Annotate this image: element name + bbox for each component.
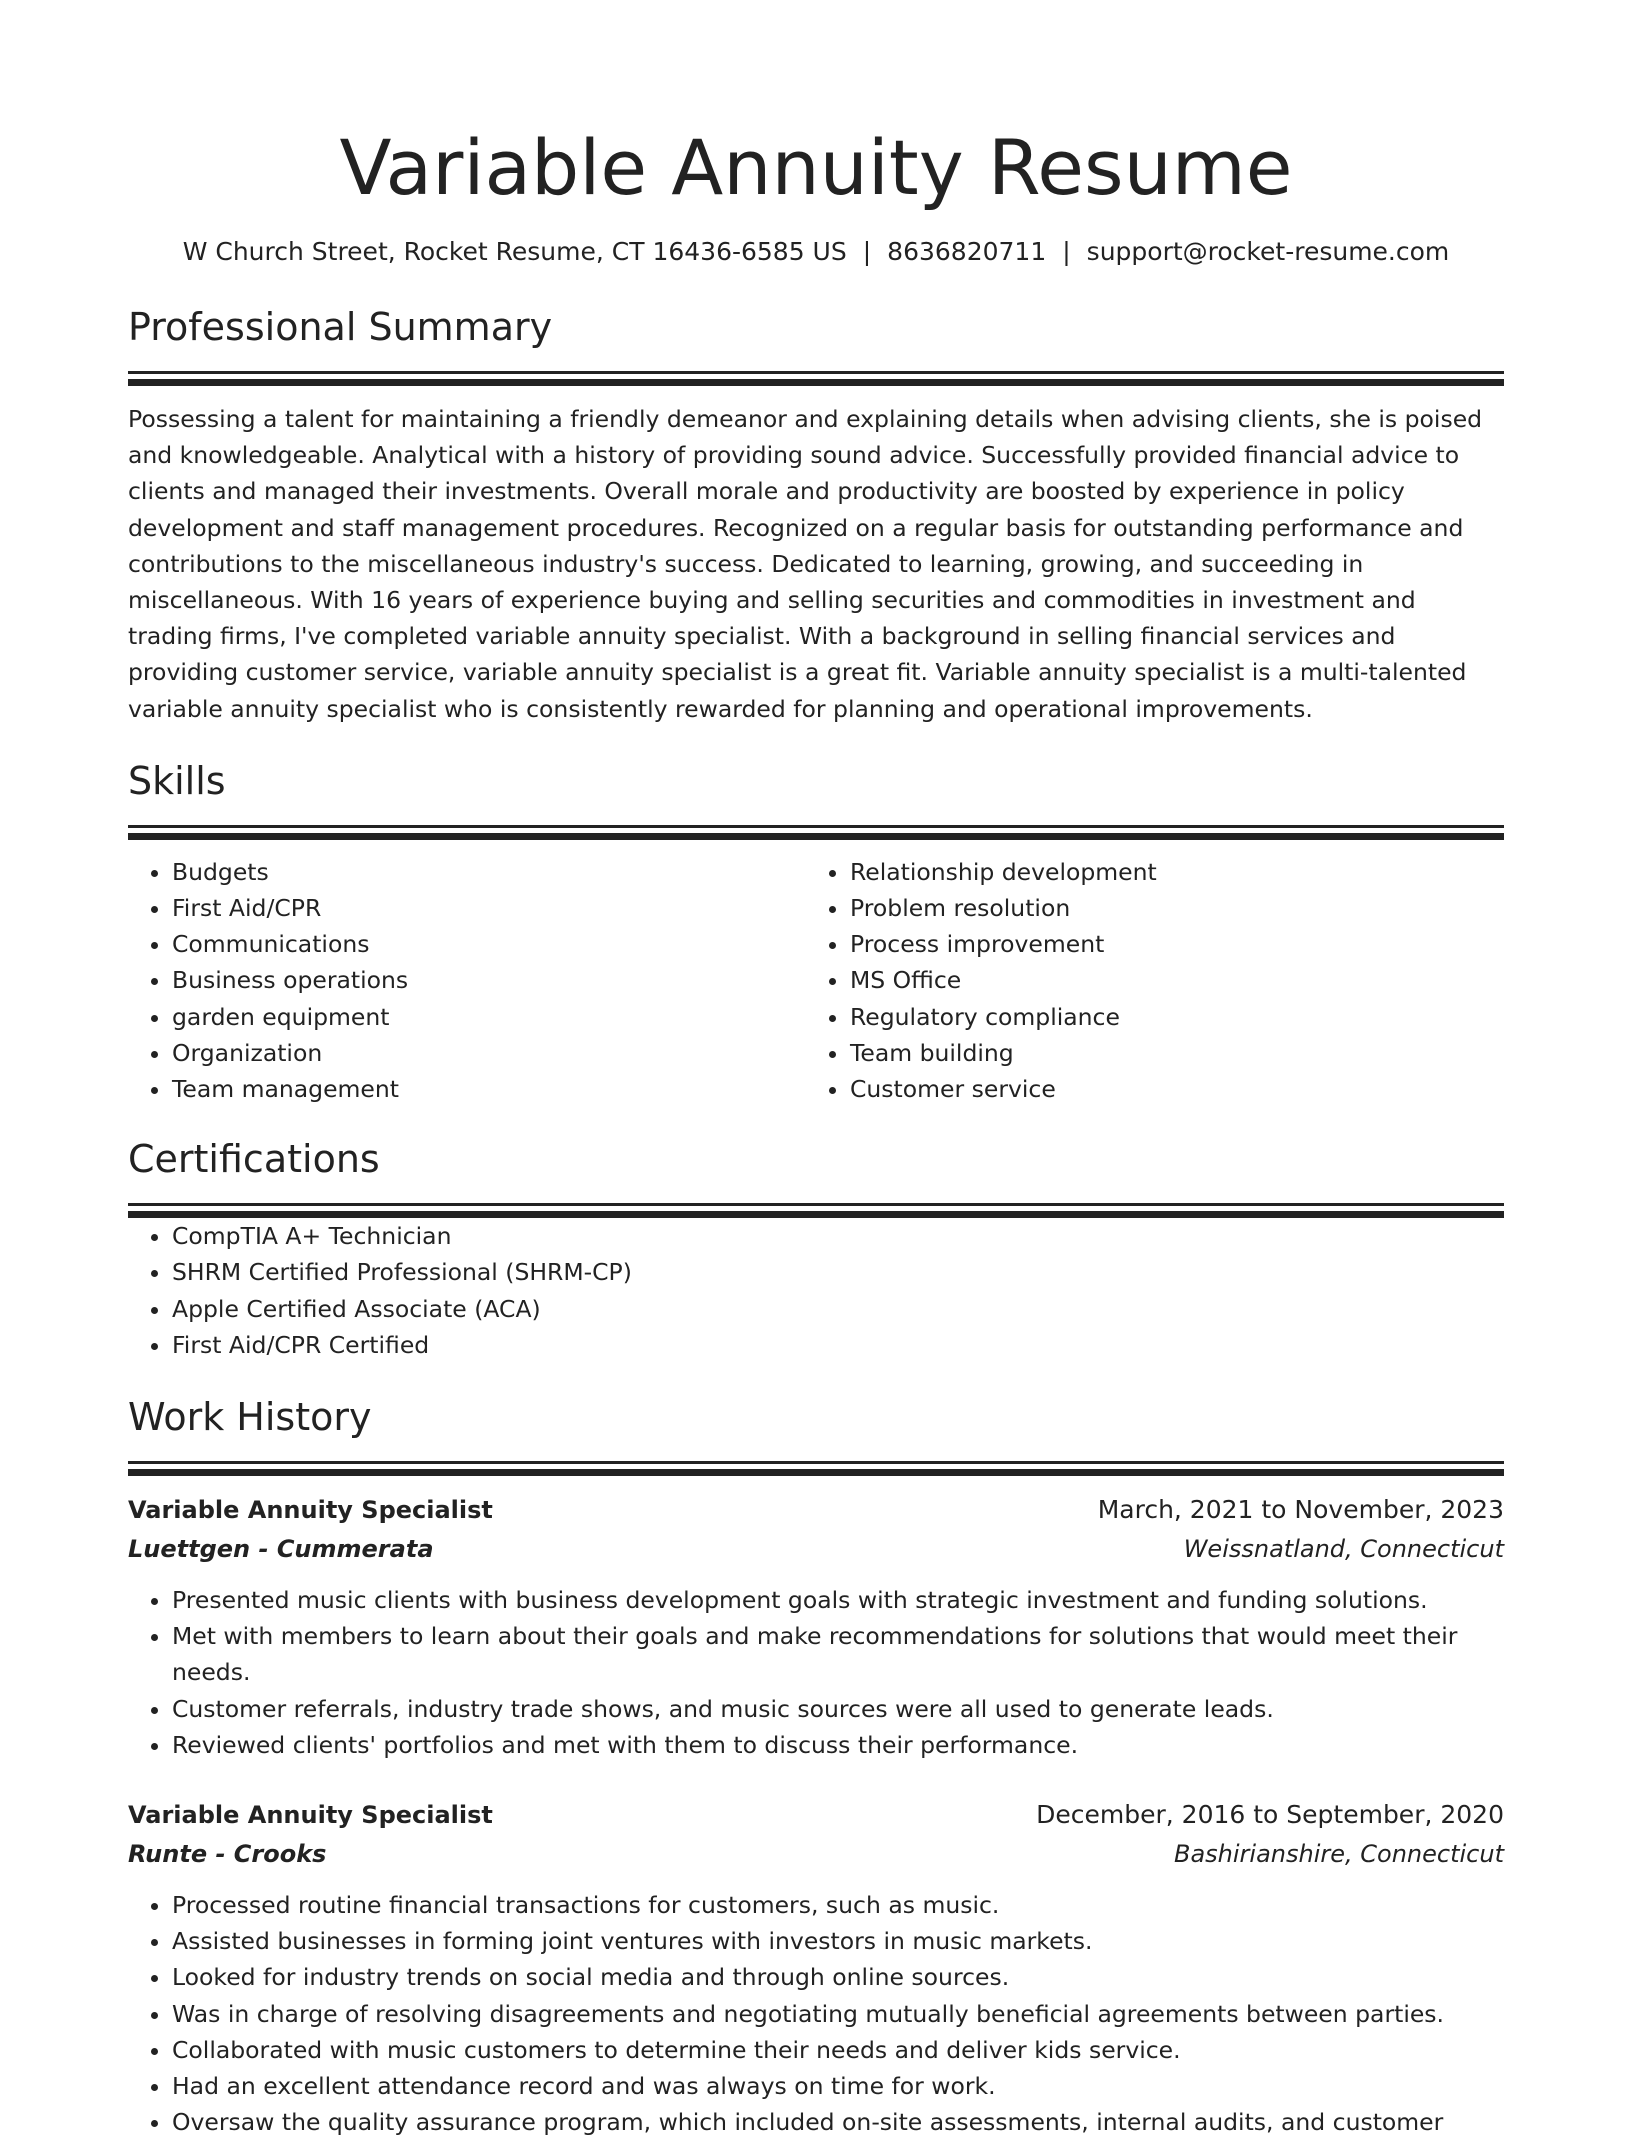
job-bullet: • Presented music clients with business development goals with strategic investment and funding solutions. <box>172 1582 1504 1618</box>
section-rule-thick <box>128 379 1504 386</box>
job-bullets <box>128 1887 1504 2140</box>
skill-item: • Regulatory compliance <box>850 999 1484 1035</box>
job-bullet: • Processed routine financial transactions for customers, such as music. <box>172 1887 1504 1923</box>
skill-item: • Team building <box>850 1035 1484 1071</box>
job-company-row <box>128 1835 1504 1873</box>
certification-item: • Apple Certified Associate (ACA) <box>172 1291 1504 1327</box>
job-bullet: • Oversaw the quality assurance program, which included on-site assessments, internal audits, and customer <box>172 2104 1504 2140</box>
summary-section <box>128 303 1504 727</box>
contact-line <box>128 235 1504 269</box>
skill-item: • MS Office <box>850 962 1484 998</box>
certification-item: • SHRM Certified Professional (SHRM-CP) <box>172 1254 1504 1290</box>
skill-item: • Business operations <box>172 962 806 998</box>
job-bullet: • Assisted businesses in forming joint ventures with investors in music markets. <box>172 1923 1504 1959</box>
skills-list-right <box>806 854 1484 1107</box>
skills-grid <box>128 854 1504 1107</box>
job-company: Luettgen - Cummerata <box>128 1535 434 1564</box>
job-bullet: • Was in charge of resolving disagreements and negotiating mutually beneficial agreements between parties. <box>172 1996 1504 2032</box>
certifications-section <box>128 1135 1504 1363</box>
section-rule <box>128 371 1504 374</box>
job-entry <box>128 1490 1504 1763</box>
certification-item: • First Aid/CPR Certified <box>172 1327 1504 1363</box>
section-rule <box>128 825 1504 828</box>
job-bullet: • Met with members to learn about their goals and make recommendations for solutions that would meet their needs. <box>172 1618 1504 1690</box>
contact-separator: | <box>862 237 872 266</box>
contact-phone: 8636820711 <box>887 237 1047 266</box>
job-bullet: • Looked for industry trends on social media and through online sources. <box>172 1959 1504 1995</box>
skill-item: • garden equipment <box>172 999 806 1035</box>
certifications-heading: Certifications <box>128 1137 380 1182</box>
skills-heading: Skills <box>128 758 226 803</box>
jobs-container <box>128 1490 1504 2140</box>
contact-separator: | <box>1062 237 1071 266</box>
skill-item: • Problem resolution <box>850 890 1484 926</box>
section-rule-thick <box>128 1469 1504 1476</box>
work-history-section <box>128 1393 1504 2140</box>
skill-item: • Communications <box>172 926 806 962</box>
job-bullet: • Customer referrals, industry trade shows, and music sources were all used to generate leads. <box>172 1691 1504 1727</box>
certifications-list <box>128 1218 1504 1363</box>
job-bullet: • Collaborated with music customers to determine their needs and deliver kids service. <box>172 2032 1504 2068</box>
skills-section <box>128 757 1504 1107</box>
skill-item: • Customer service <box>850 1071 1484 1107</box>
skill-item: • Relationship development <box>850 854 1484 890</box>
contact-email[interactable]: support@rocket-resume.com <box>1086 237 1450 266</box>
skill-item: • First Aid/CPR <box>172 890 806 926</box>
skills-list-left <box>128 854 806 1107</box>
summary-heading: Professional Summary <box>128 305 553 349</box>
job-entry <box>128 1795 1504 2140</box>
job-location: Weissnatland, Connecticut <box>1183 1535 1504 1564</box>
job-bullets <box>128 1582 1504 1763</box>
job-header-row <box>128 1490 1504 1530</box>
skill-item: • Process improvement <box>850 926 1484 962</box>
section-rule-thick <box>128 833 1504 840</box>
skills-column-right <box>806 854 1484 1107</box>
job-dates: December, 2016 to September, 2020 <box>1036 1800 1504 1830</box>
section-rule <box>128 1203 1504 1206</box>
section-rule-thick <box>128 1211 1504 1218</box>
job-header-row <box>128 1795 1504 1835</box>
job-title: Variable Annuity Specialist <box>128 1801 493 1830</box>
job-company: Runte - Crooks <box>128 1840 327 1869</box>
contact-address: W Church Street, Rocket Resume, CT 16436-6585 US <box>182 237 847 266</box>
summary-text: Possessing a talent for maintaining a friendly demeanor and explaining details when advising clients, she is poised and knowledgeable. Analytical with a history of providing sound advice. Successfully provided financial advice to clients and managed their investments. Overall morale and productivity are boosted by experience in policy development and staff management procedures. Recognized on a regular basis for outstanding performance and contributions to the miscellaneous industry's success. Dedicated to learning, growing, and succeeding in miscellaneous. With 16 years of experience buying and selling securities and commodities in investment and trading firms, I've completed variable annuity specialist. With a background in selling financial services and providing customer service, variable annuity specialist is a great fit. Variable annuity specialist is a multi-talented variable annuity specialist who is consistently rewarded for planning and operational improvements. <box>128 405 1483 723</box>
job-title: Variable Annuity Specialist <box>128 1496 493 1525</box>
job-bullet: • Reviewed clients' portfolios and met with them to discuss their performance. <box>172 1727 1504 1763</box>
job-location: Bashirianshire, Connecticut <box>1174 1840 1504 1869</box>
skill-item: • Team management <box>172 1071 806 1107</box>
section-rule <box>128 1461 1504 1464</box>
certification-item: • CompTIA A+ Technician <box>172 1218 1504 1254</box>
job-company-row <box>128 1530 1504 1568</box>
skill-item: • Budgets <box>172 854 806 890</box>
skills-column-left <box>128 854 806 1107</box>
resume-page <box>128 0 1504 2141</box>
resume-title: Variable Annuity Resume <box>339 123 1293 212</box>
skill-item: • Organization <box>172 1035 806 1071</box>
work-history-heading: Work History <box>128 1395 372 1440</box>
job-dates: March, 2021 to November, 2023 <box>1097 1495 1504 1525</box>
job-bullet: • Had an excellent attendance record and was always on time for work. <box>172 2068 1504 2104</box>
